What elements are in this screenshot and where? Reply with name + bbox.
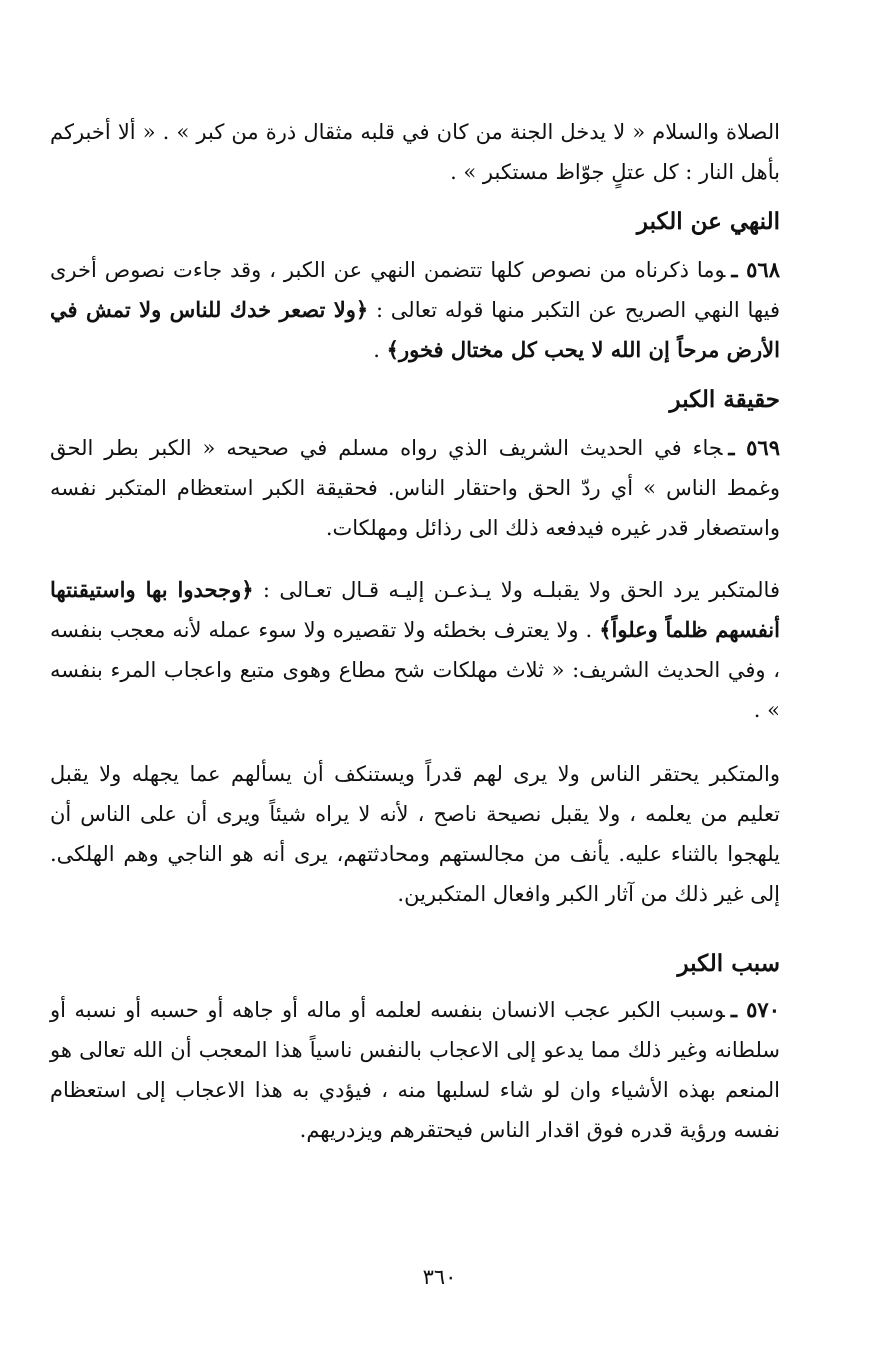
paragraph-end: . <box>373 338 387 362</box>
paragraph-number: ٥٦٨ ـ <box>731 257 780 282</box>
quran-verse: ﴿ولا تصعر خدك للناس ولا تمش في الأرض مرحاً إن الله لا يحب كل مختال فخور﴾ <box>50 297 780 362</box>
paragraph-text: جاء في الحديث الشريف الذي رواه مسلم في صحيحه « الكبر بطر الحق وغمط الناس » أي ردّ الحق واحتقار الناس. فحقيقة الكبر استعظام المتكبر نفسه واستصغار قدر غيره فيدفعه ذلك الى رذائل ومهلكات. <box>50 436 780 540</box>
paragraph-number: ٥٦٩ ـ <box>728 435 780 460</box>
section-heading-haqiqa: حقيقة الكبر <box>669 386 780 413</box>
quran-verse: ﴿وجحدوا بها واستيقنتها أنفسهم ظلماً وعلواً﴾ <box>50 577 780 642</box>
paragraph-number: ٥٧٠ ـ <box>730 997 780 1022</box>
paragraph-text-end: . ولا يعترف بخطئه ولا تقصيره ولا سوء عمله لأنه معجب بنفسه ، وفي الحديث الشريف: « ثلاث مهلكات شح مطاع وهوى متبع واعجاب المرء بنفسه » . <box>50 618 780 722</box>
intro-paragraph <box>50 112 780 192</box>
paragraph-text: والمتكبر يحتقر الناس ولا يرى لهم قدراً ويستنكف أن يسألهم عما يجهله ولا يقبل تعليم من يعلمه ، ولا يقبل نصيحة ناصح ، لأنه لا يراه شيئاً ويرى أن على الناس أن يلهجوا بالثناء عليه. يأنف من مجالستهم ومحادثتهم، يرى أنه هو الناجي وهم الهلكى. إلى غير ذلك من آثار الكبر وافعال المتكبرين. <box>50 762 780 906</box>
paragraph-text: فالمتكبر يرد الحق ولا يقبلـه ولا يـذعـن إليـه قـال تعـالى : <box>262 578 780 602</box>
section-heading-sabab: سبب الكبر <box>677 950 780 977</box>
intro-text: الصلاة والسلام « لا يدخل الجنة من كان في قلبه مثقال ذرة من كبر » . « ألا أخبركم بأهل النار : كل عتلٍ جوّاظ مستكبر » . <box>50 120 780 184</box>
book-page <box>50 112 780 1150</box>
section-heading-nahy: النهي عن الكبر <box>636 208 780 235</box>
paragraph-570 <box>50 990 780 1150</box>
paragraph-text: وسبب الكبر عجب الانسان بنفسه لعلمه أو ماله أو جاهه أو حسبه أو نسبه أو سلطانه وغير ذلك مما يدعو إلى الاعجاب بالنفس ناسياً هذا المعجب أن الله تعالى هو المنعم بهذه الأشياء وان لو شاء لسلبها منه ، فيؤدي به هذا الاعجاب إلى استعظام نفسه ورؤية قدره فوق اقدار الناس فيحتقرهم ويزدريهم. <box>50 998 780 1142</box>
paragraph-568 <box>50 250 780 370</box>
paragraph-mutakabbir-despises-people <box>50 754 780 914</box>
paragraph-text: وما ذكرناه من نصوص كلها تتضمن النهي عن الكبر ، وقد جاءت نصوص أخرى فيها النهي الصريح عن التكبر منها قوله تعالى : <box>50 258 780 322</box>
paragraph-mutakabbir-rejects-truth <box>50 570 780 730</box>
page-number: ٣٦٠ <box>422 1265 457 1289</box>
paragraph-569 <box>50 428 780 548</box>
